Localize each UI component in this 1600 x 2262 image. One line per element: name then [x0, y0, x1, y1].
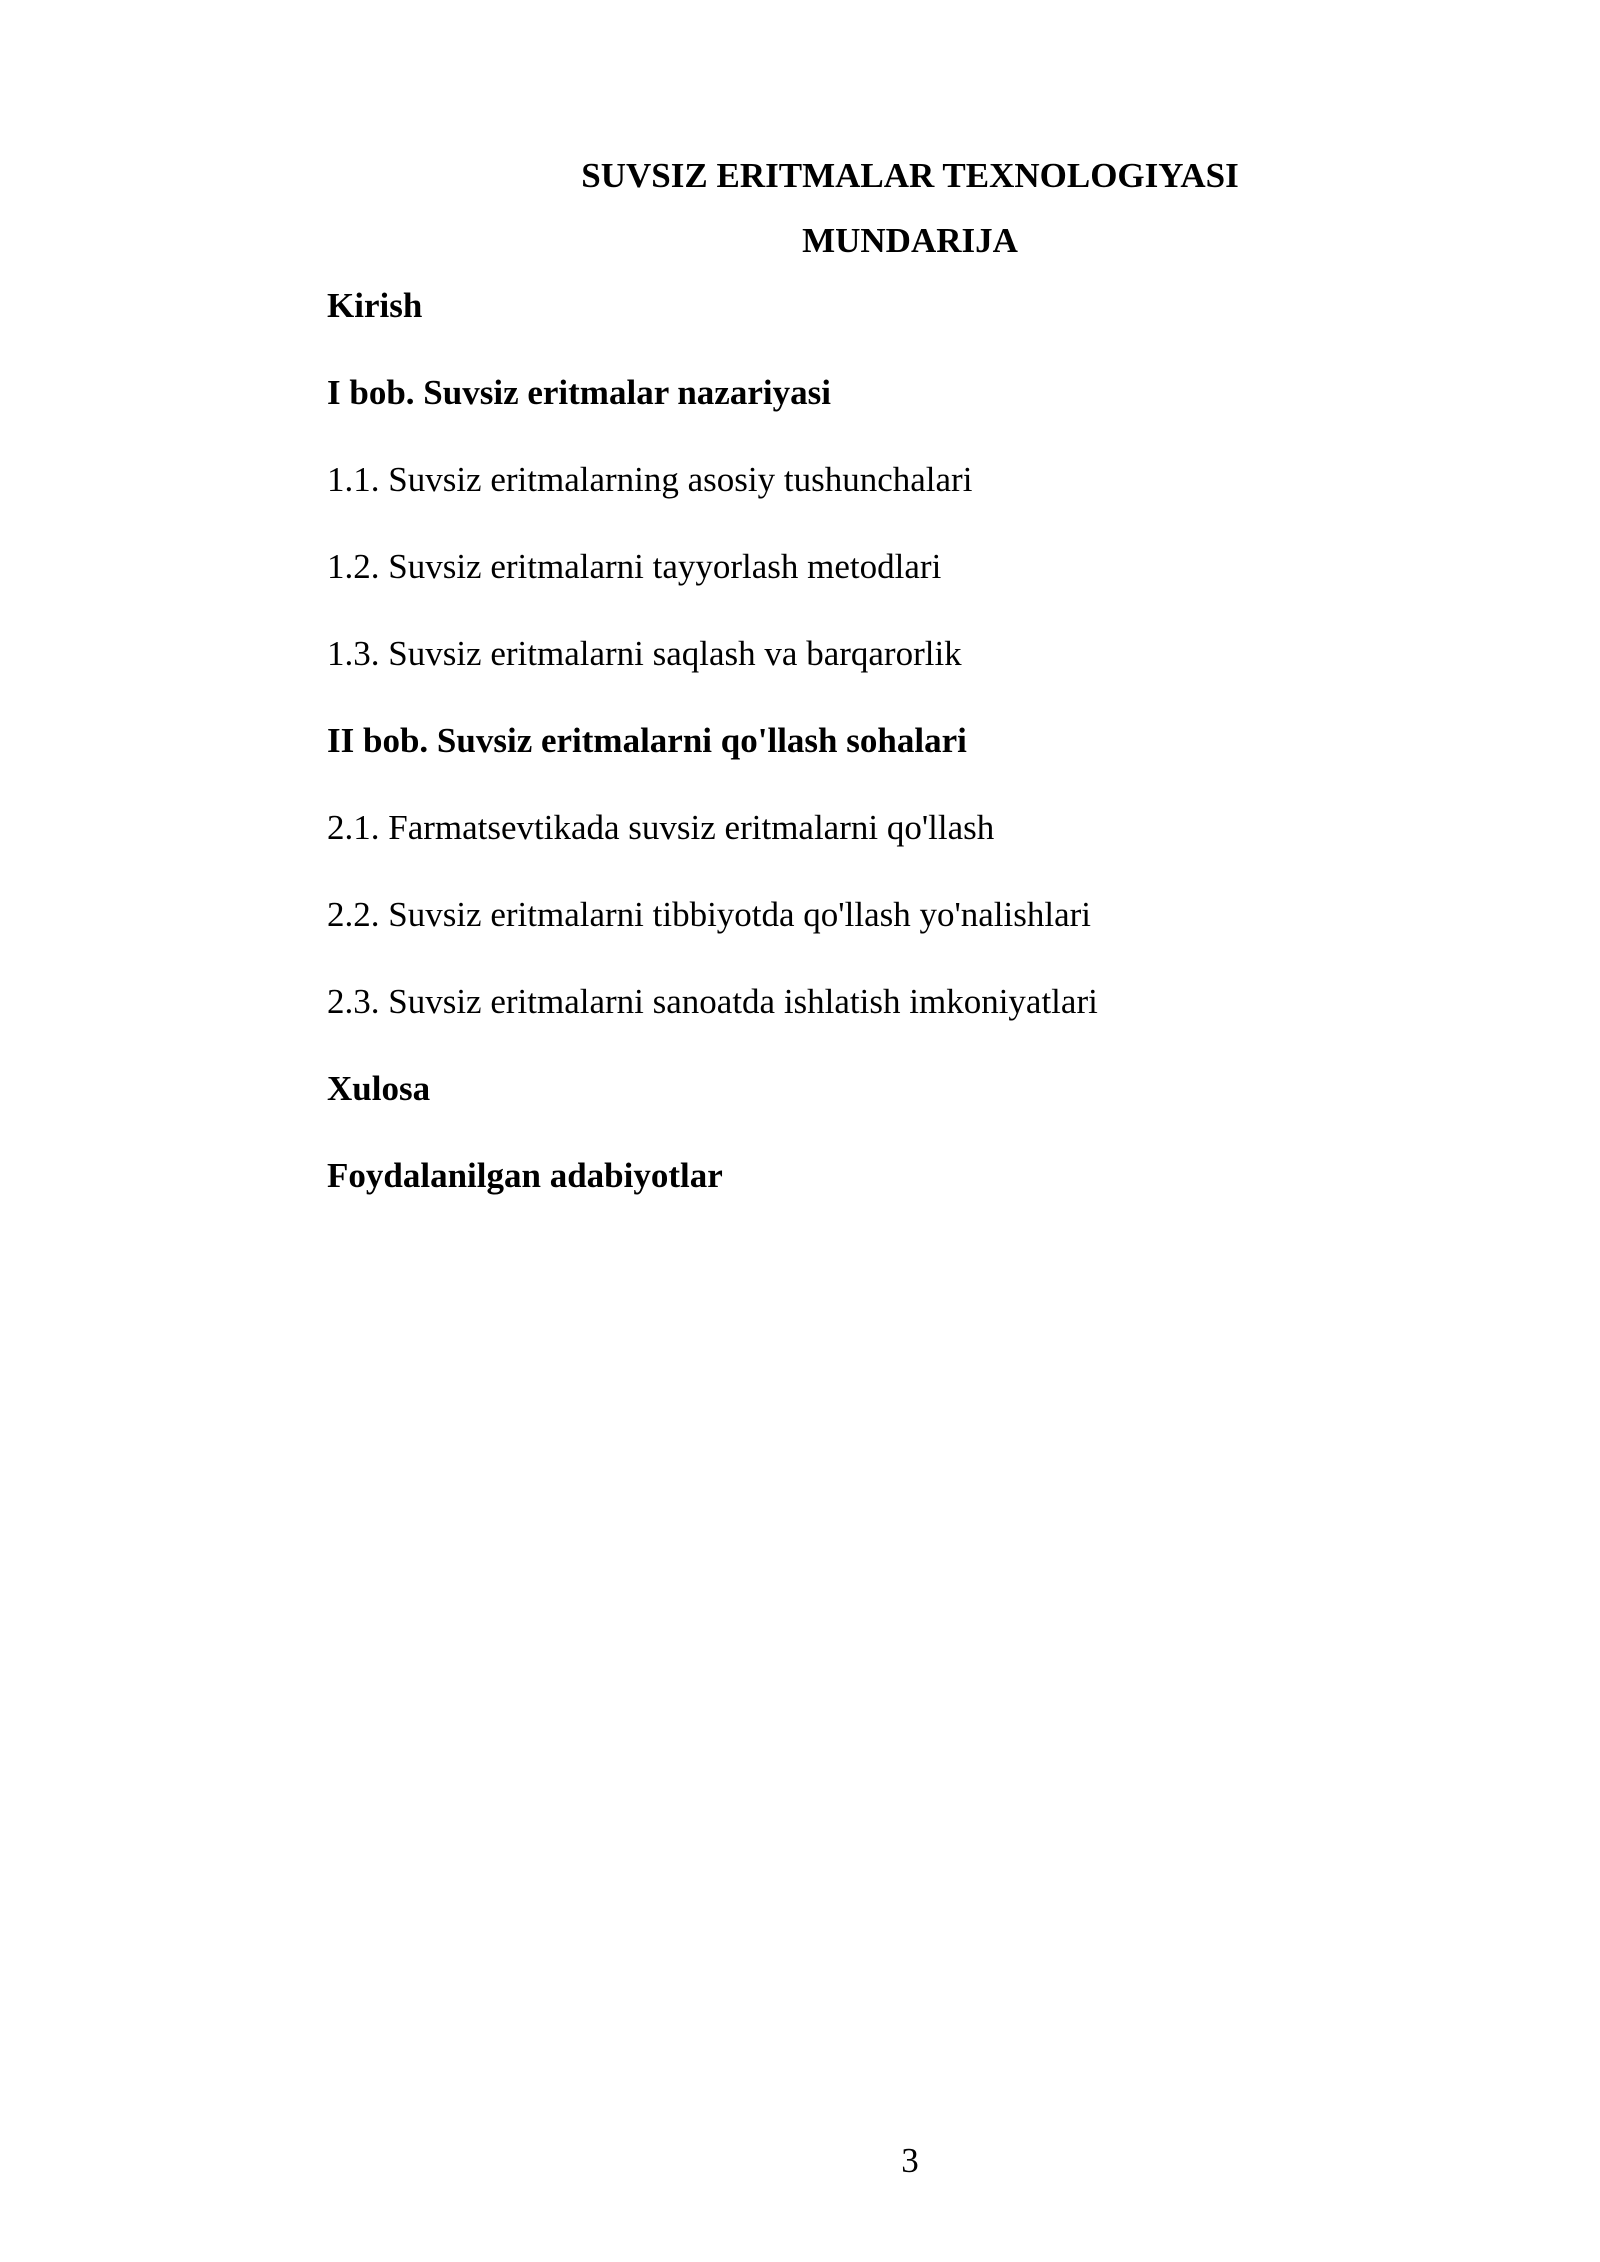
table-of-contents [327, 280, 1493, 1237]
document-title: SUVSIZ ERITMALAR TEXNOLOGIYASI [581, 156, 1239, 195]
toc-entry: I bob. Suvsiz eritmalar nazariyasi [327, 373, 831, 412]
toc-entry: 2.3. Suvsiz eritmalarni sanoatda ishlatish imkoniyatlari [327, 982, 1098, 1021]
toc-entry: II bob. Suvsiz eritmalarni qo'llash sohalari [327, 721, 967, 760]
toc-entry: Kirish [327, 286, 423, 325]
toc-entry: 1.2. Suvsiz eritmalarni tayyorlash metodlari [327, 547, 942, 586]
toc-heading: MUNDARIJA [802, 221, 1018, 260]
toc-entry: Foydalanilgan adabiyotlar [327, 1156, 723, 1195]
toc-entry: 1.1. Suvsiz eritmalarning asosiy tushunchalari [327, 460, 973, 499]
toc-entry: 1.3. Suvsiz eritmalarni saqlash va barqarorlik [327, 634, 962, 673]
toc-entry: 2.1. Farmatsevtikada suvsiz eritmalarni qo'llash [327, 808, 995, 847]
toc-entry: Xulosa [327, 1069, 431, 1108]
toc-entry: 2.2. Suvsiz eritmalarni tibbiyotda qo'llash yo'nalishlari [327, 895, 1092, 934]
page-number: 3 [901, 2141, 919, 2180]
